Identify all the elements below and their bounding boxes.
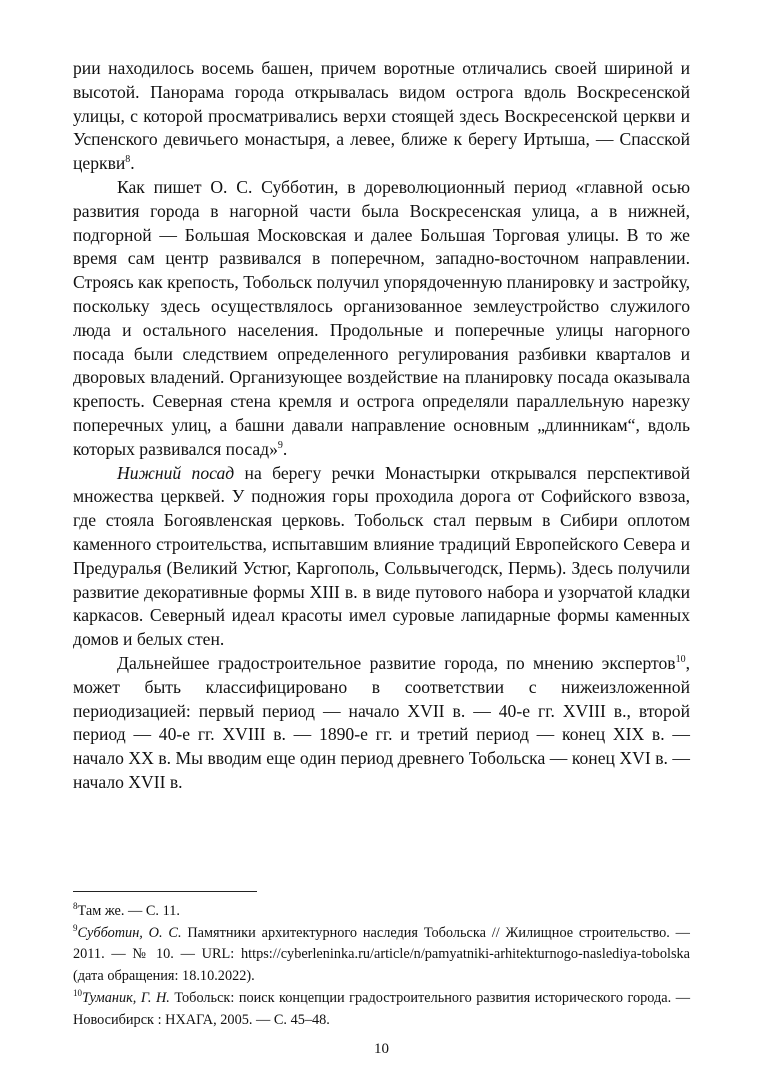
footnote-8: [73, 901, 690, 923]
footnote-10: [73, 988, 690, 1031]
paragraph-text: на берегу речки Монастырки открывался перспективой множества церквей. У подножия горы проходила дорога от Софийского взвоза, где стояла Богоявленская церковь. Тобольск стал первым в Сибири оплотом каменного строительства, испытавшим влияние традиций Европейского Севера и Предуралья (Великий Устюг, Каргополь, Сольвычегодск, Пермь). Здесь получили развитие декоративные формы XIII в. в виде путового набора и узорчатой кладки каркасов. Северный идеал красоты имел суровые лапидарные формы каменных домов и белых стен.: [73, 462, 691, 650]
footnote-author: Субботин, О. С.: [77, 924, 182, 941]
footnote-text: Там же. — С. 11.: [77, 903, 180, 919]
footnote-mark: 10: [73, 988, 82, 999]
paragraph-text: Дальнейшее градостроительное развитие города, по мнению экспертов: [117, 652, 676, 673]
paragraph-3: [73, 462, 690, 652]
footnote-mark: 8: [73, 901, 78, 912]
paragraph-tail: .: [282, 438, 288, 459]
paragraph-4: [73, 652, 690, 795]
paragraph-text: рии находилось восемь башен, причем воротные отличались своей шириной и высотой. Панорама города открывалась видом острога вдоль Воскресенской улицы, с которой просматривались верхи стоящей здесь Воскресенской церкви и Успенского девичьего монастыря, а левее, ближе к берегу Иртыша, — Спасской церкви: [73, 58, 690, 174]
footnote-ref-8[interactable]: 8: [125, 154, 131, 166]
italic-term: Нижний посад: [117, 462, 235, 483]
footnote-ref-9[interactable]: 9: [277, 439, 283, 451]
main-text: [73, 57, 690, 795]
paragraph-2: [73, 176, 690, 462]
footnote-text: Тобольск: поиск концепции градостроительного развития исторического города. — Новосибирск : НХАГА, 2005. — С. 45–48.: [73, 989, 690, 1028]
footnote-divider: [73, 891, 257, 892]
paragraph-tail: , может быть классифицировано в соответствии с нижеизложенной периодизацией: первый период — начало XVII в. — 40-е гг. XVIII в., второй период — 40-е гг. XVIII в. — 1890-е гг. и третий период — конец XIX в. — начало XX в. Мы вводим еще один период древнего Тобольска — конец XVI в. — начало XVII в.: [73, 652, 690, 792]
page-number: 10: [374, 1041, 389, 1057]
footnote-9: [73, 923, 690, 988]
footnote-text: Памятники архитектурного наследия Тобольска // Жилищное строительство. — 2011. — № 10. — URL: https://cyberleninka.ru/article/n/pamyatniki-arhitekturnogo-naslediya-tobolska (дата обращения: 18.10.2022).: [73, 924, 690, 985]
footnote-ref-10[interactable]: 10: [675, 654, 686, 666]
footnote-mark: 9: [73, 922, 78, 933]
footnotes: [73, 901, 690, 1031]
paragraph-tail: .: [130, 153, 135, 174]
paragraph-text: Как пишет О. С. Субботин, в дореволюционный период «главной осью развития города в нагорной части была Воскресенская улица, а в нижней, подгорной — Большая Московская и далее Большая Торговая улицы. В то же время сам центр развивался в поперечном, западно-восточном направлении. Строясь как крепость, Тобольск получил упорядоченную планировку и застройку, поскольку здесь осуществлялось организованное землеустройство служилого люда и остального населения. Продольные и поперечные улицы нагорного посада были следствием определенного регулирования разбивки кварталов и дворовых владений. Организующее воздействие на планировку посада оказывала крепость. Северная стена кремля и острога определяли параллельную нарезку поперечных улиц, а башни давали направление основным „длинникам“, вдоль которых развивался посад»: [73, 176, 690, 459]
paragraph-1: [73, 57, 690, 176]
footnote-author: Туманик, Г. Н.: [82, 989, 170, 1006]
